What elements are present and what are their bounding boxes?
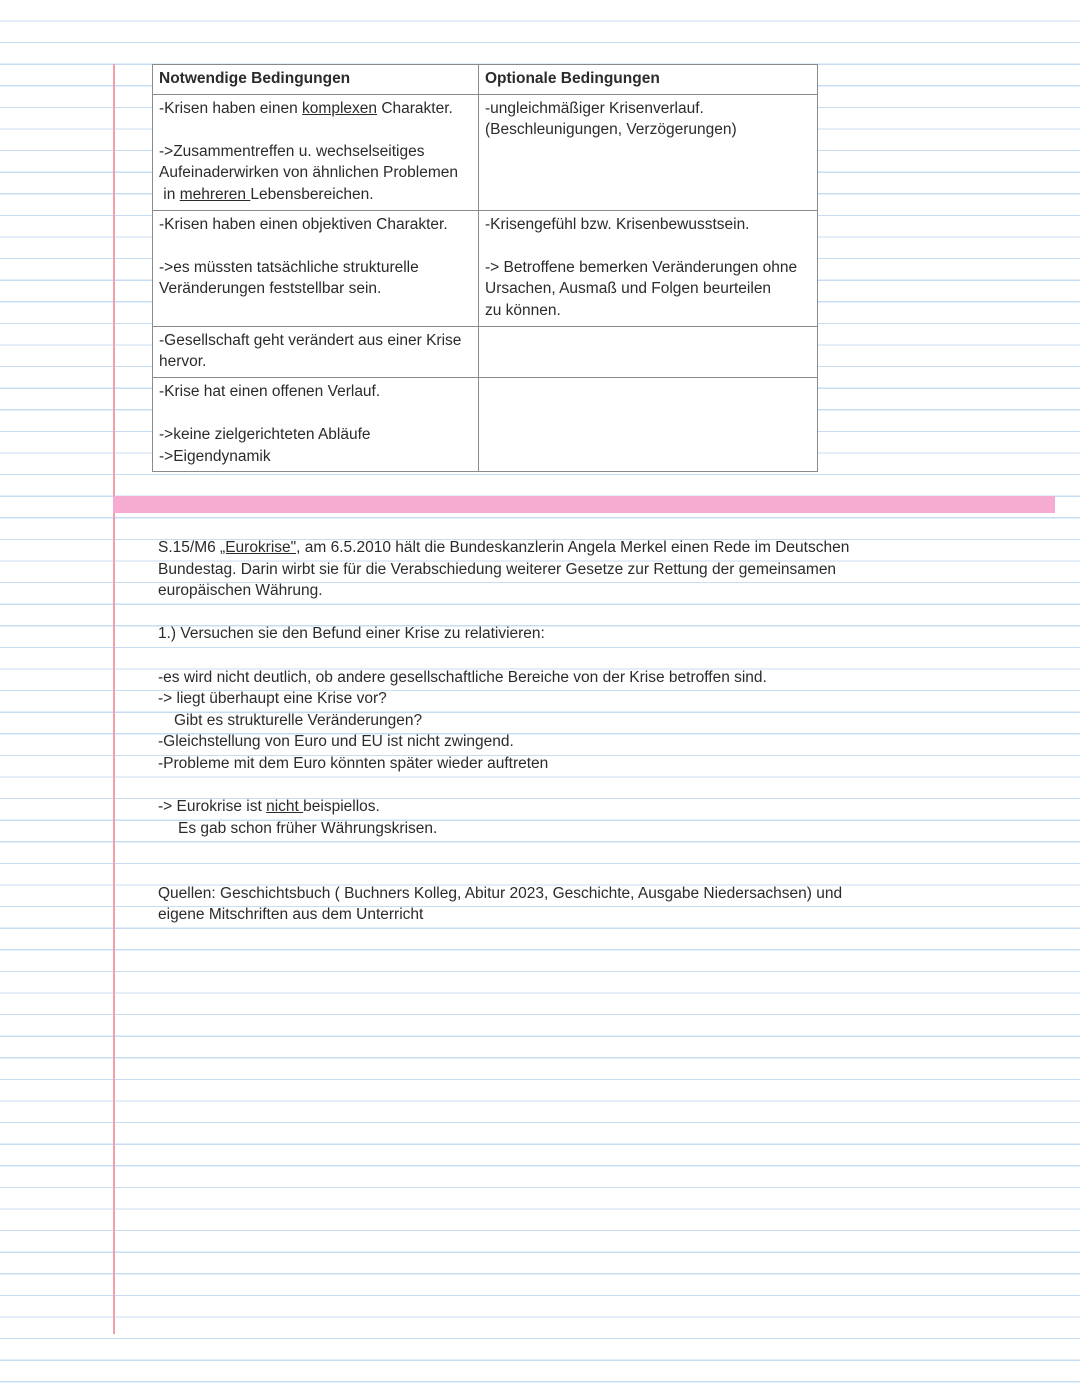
table-row <box>153 377 818 471</box>
table-cell: -Gesellschaft geht verändert aus einer Krise hervor. <box>153 326 479 377</box>
table-row <box>153 210 818 326</box>
task-heading: 1.) Versuchen sie den Befund einer Krise zu relativieren: <box>158 625 545 643</box>
table-row <box>153 326 818 377</box>
section-divider-highlight <box>113 496 1055 513</box>
table-header-row <box>153 65 818 95</box>
table-cell <box>479 377 818 471</box>
conditions-table <box>152 64 818 472</box>
header-optional: Optionale Bedingungen <box>479 65 818 95</box>
notes-section: S.15/M6 „Eurokrise", am 6.5.2010 hält die Bundeskanzlerin Angela Merkel einen Rede im Deutschen Bundestag. Darin wirbt sie für die Verabschiedung weiterer Gesetze zur Rettung der gemeinsamen europäischen Währung. 1.) Versuchen sie den Befund einer Krise zu relativieren: -es wird nicht deutlich, ob andere gesellschaftliche Bereiche von der Krise betroffen sind. -> liegt überhaupt eine Krise vor? Gibt es strukturelle Veränderungen? -Gleichstellung von Euro und EU ist nicht zwingend. -Probleme mit dem Euro könnten später wieder auftreten -> Eurokrise ist nicht beispiellos. Es gab schon früher Währungskrisen. Quellen: Geschichtsbuch ( Buchners Kolleg, Abitur 2023, Geschichte, Ausgabe Niedersachsen) und eigene Mitschriften aus dem Unterricht <box>158 537 938 926</box>
table-cell <box>479 326 818 377</box>
conclusion-line: -> Eurokrise ist nicht beispiellos. <box>158 798 380 816</box>
table-cell: -Krisen haben einen objektiven Charakter. ->es müssten tatsächliche strukturelle Veränderungen feststellbar sein. <box>153 210 479 326</box>
sources-line: Quellen: Geschichtsbuch ( Buchners Kolleg, Abitur 2023, Geschichte, Ausgabe Niedersachsen) und <box>158 884 843 902</box>
table-cell: -Krisengefühl bzw. Krisenbewusstsein. -> Betroffene bemerken Veränderungen ohne Ursachen, Ausmaß und Folgen beurteilen zu können. <box>479 210 818 326</box>
table-row <box>153 94 818 210</box>
table-cell: -Krisen haben einen komplexen Charakter. ->Zusammentreffen u. wechselseitiges Aufeinaderwirken von ähnlichen Problemen in mehreren Lebensbereichen. <box>153 94 479 210</box>
notebook-margin-line <box>113 64 115 1334</box>
intro-line: S.15/M6 „Eurokrise", am 6.5.2010 hält die Bundeskanzlerin Angela Merkel einen Rede im Deutschen <box>158 539 850 556</box>
header-necessary: Notwendige Bedingungen <box>153 65 479 95</box>
table-cell: -ungleichmäßiger Krisenverlauf. (Beschleunigungen, Verzögerungen) <box>479 94 818 210</box>
table-cell: -Krise hat einen offenen Verlauf. ->keine zielgerichteten Abläufe ->Eigendynamik <box>153 377 479 471</box>
